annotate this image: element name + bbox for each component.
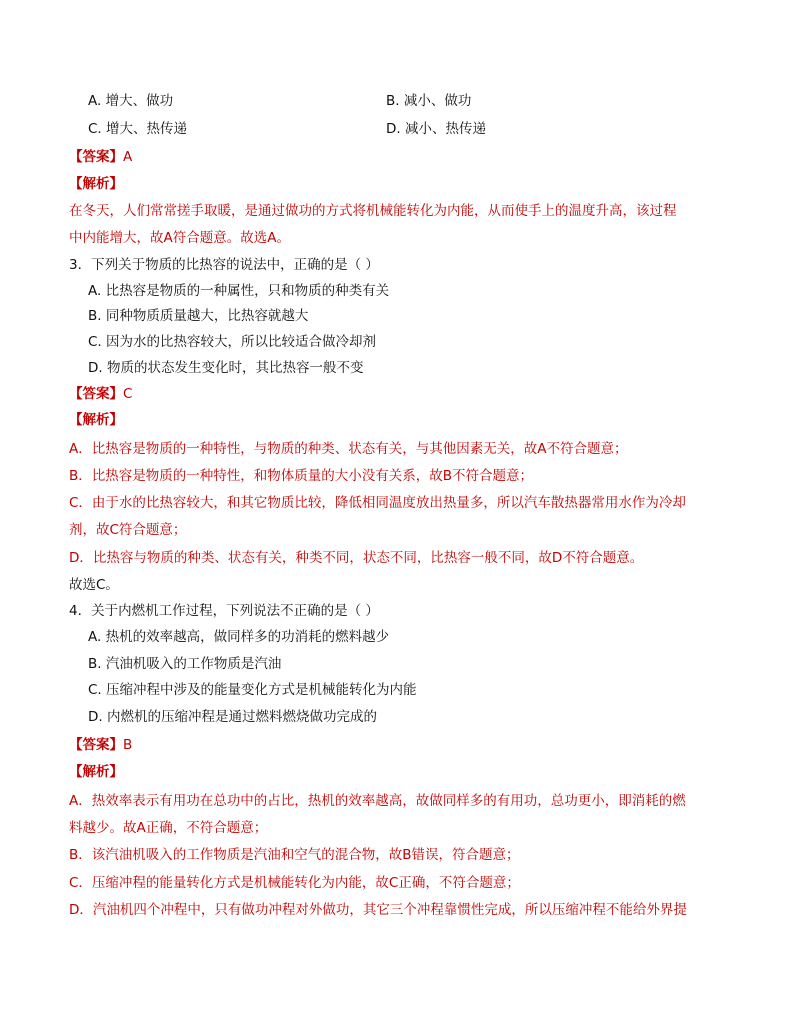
- q2-option-d: D. 减小、热传递: [386, 121, 486, 137]
- q2-option-c: C. 增大、热传递: [88, 121, 188, 137]
- q3-analysis-line: A．比热容是物质的一种特性，与物质的种类、状态有关，与其他因素无关，故A不符合题意；: [69, 441, 628, 457]
- q4-analysis-line: 料越少。故A正确，不符合题意；: [69, 820, 268, 836]
- q2-analysis-label: 【解析】: [69, 176, 123, 192]
- q3-answer: [69, 384, 132, 404]
- q4-stem: 4．关于内燃机工作过程，下列说法不正确的是（ ）: [69, 603, 379, 619]
- answer-label: 【答案】: [69, 386, 123, 402]
- q4-analysis-line: D．汽油机四个冲程中，只有做功冲程对外做功，其它三个冲程靠惯性完成，所以压缩冲程不能给外界提: [69, 902, 687, 918]
- q3-analysis-line: D．比热容与物质的种类、状态有关，种类不同，状态不同，比热容一般不同，故D不符合题意。: [69, 550, 644, 566]
- answer-value: C: [123, 386, 133, 402]
- q3-stem: 3．下列关于物质的比热容的说法中，正确的是（ ）: [69, 257, 379, 273]
- q2-answer: [69, 147, 132, 167]
- q4-analysis-label: 【解析】: [69, 764, 123, 780]
- answer-value: A: [123, 149, 133, 165]
- q4-analysis-line: C．压缩冲程的能量转化方式是机械能转化为内能，故C正确，不符合题意；: [69, 875, 520, 891]
- q3-analysis-line: 剂，故C符合题意；: [69, 522, 187, 538]
- q3-option-d: D. 物质的状态发生变化时，其比热容一般不变: [88, 360, 364, 376]
- q3-option-a: A. 比热容是物质的一种属性，只和物质的种类有关: [88, 283, 390, 299]
- q4-option-d: D. 内燃机的压缩冲程是通过燃料燃烧做功完成的: [88, 709, 377, 725]
- q4-analysis-line: B．该汽油机吸入的工作物质是汽油和空气的混合物，故B错误，符合题意；: [69, 847, 520, 863]
- q3-analysis-label: 【解析】: [69, 412, 123, 428]
- answer-label: 【答案】: [69, 149, 123, 165]
- answer-value: B: [123, 737, 133, 753]
- q4-option-a: A. 热机的效率越高，做同样多的功消耗的燃料越少: [88, 629, 390, 645]
- q2-option-a: A. 增大、做功: [88, 93, 174, 109]
- q3-option-b: B. 同种物质质量越大，比热容就越大: [88, 308, 309, 324]
- q4-option-c: C. 压缩冲程中涉及的能量变化方式是机械能转化为内能: [88, 682, 417, 698]
- q2-analysis-line: 在冬天，人们常常搓手取暖，是通过做功的方式将机械能转化为内能，从而使手上的温度升高，该过程: [69, 203, 677, 219]
- q4-answer: [69, 735, 132, 755]
- q4-option-b: B. 汽油机吸入的工作物质是汽油: [88, 656, 282, 672]
- q4-analysis-line: A．热效率表示有用功在总功中的占比，热机的效率越高，故做同样多的有用功，总功更小，即消耗的燃: [69, 793, 686, 809]
- q3-analysis-line: B．比热容是物质的一种特性，和物体质量的大小没有关系，故B不符合题意；: [69, 468, 534, 484]
- q3-conclusion: 故选C。: [69, 577, 119, 593]
- q2-analysis-line: 中内能增大，故A符合题意。故选A。: [69, 230, 290, 246]
- q3-option-c: C. 因为水的比热容较大，所以比较适合做冷却剂: [88, 334, 377, 350]
- q3-analysis-line: C．由于水的比热容较大，和其它物质比较，降低相同温度放出热量多，所以汽车散热器常用水作为冷却: [69, 495, 686, 511]
- answer-label: 【答案】: [69, 737, 123, 753]
- q2-option-b: B. 减小、做功: [386, 93, 472, 109]
